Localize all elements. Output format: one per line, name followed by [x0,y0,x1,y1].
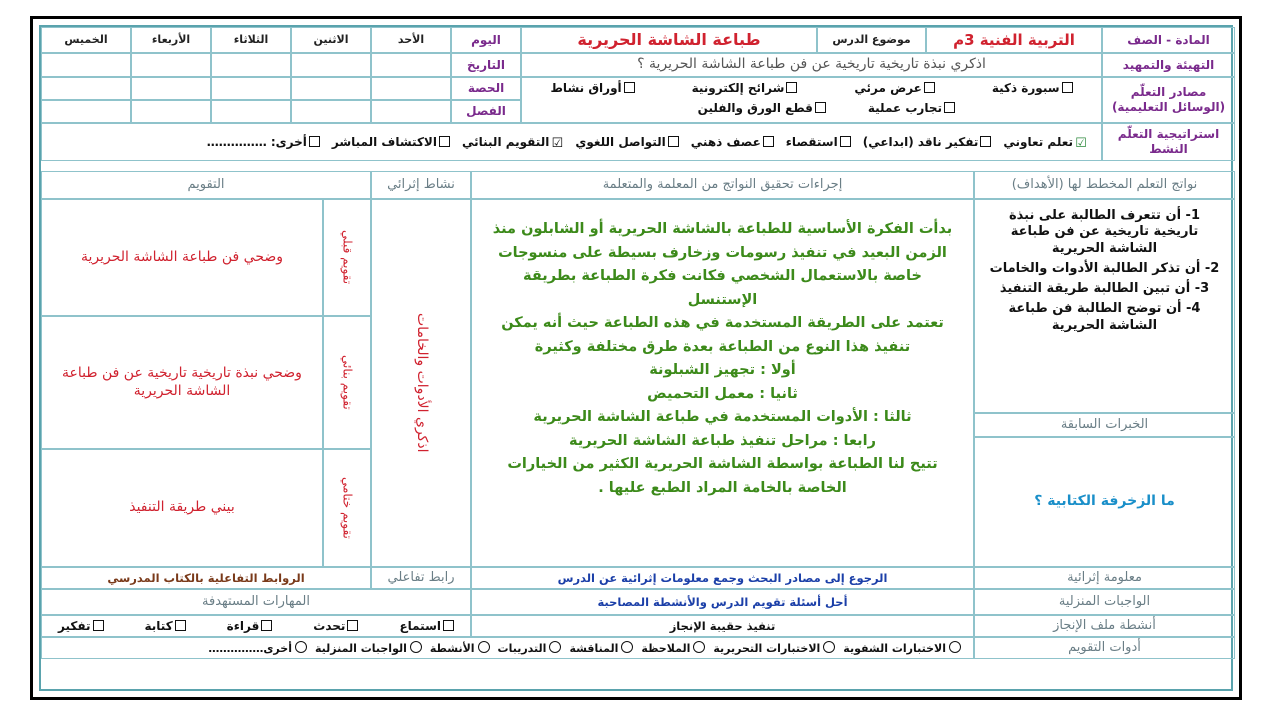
date-cell-tuesday [211,53,291,77]
date-cell-sunday [371,53,451,77]
checkbox-icon [309,136,320,147]
radio-icon [410,641,422,653]
skill-speaking[interactable]: تحدث [307,619,364,634]
radio-icon [823,641,835,653]
procedure-line: الزمن البعيد في تنفيذ رسومات وزخارف بسيطة على منسوجات [498,244,947,261]
strategy-inquiry[interactable]: استقصاء [780,135,857,150]
checkbox-icon [261,620,272,631]
procedure-line: رابعا : مراحل تنفيذ طباعة الشاشة الحريرية [569,432,876,449]
date-cell-monday [291,53,371,77]
checkbox-icon [944,102,955,113]
checkbox-icon [443,620,454,631]
procedure-line: بدأت الفكرة الأساسية للطباعة بالشاشة الحريرية أو الشابلون منذ [492,221,953,237]
tool-other[interactable]: أخرى…………… [204,641,311,656]
assessment-text: وضحي نبذة تاريخية تاريخية عن فن طباعة الشاشة الحريرية [41,316,323,449]
strategy-formative[interactable]: ☑التقويم البنائي [461,134,564,151]
period-cell [131,77,211,100]
objective-item: 4- أن توضح الطالبة فن طباعة الشاشة الحريرية [1008,301,1201,333]
checkbox-icon [924,82,935,93]
sources-label: مصادر التعلّم (الوسائل التعليمية) [1102,77,1235,123]
interactive-link-value[interactable]: الروابط التفاعلية بالكتاب المدرسي [41,567,371,589]
strategy-discovery[interactable]: الاكتشاف المباشر [326,135,456,150]
checkbox-icon [1062,82,1073,93]
assessment-type-cell [323,449,371,567]
period-cell [371,77,451,100]
radio-icon [549,641,561,653]
intro-value: اذكري نبذة تاريخية تاريخية عن فن طباعة الشاشة الحريرية ؟ [521,53,1102,77]
strategy-critical-thinking[interactable]: تفكير ناقد (ابداعي) [857,135,998,150]
sources-cell [521,77,1102,123]
source-cork-paper[interactable]: قطع الورق والفلين [692,101,832,116]
radio-icon [949,641,961,653]
tool-exercises[interactable]: التدريبات [494,641,566,656]
source-worksheets[interactable]: أوراق نشاط [544,81,640,96]
skill-writing[interactable]: كتابة [139,619,192,634]
assessment-text: بيني طريقة التنفيذ [41,449,323,567]
enrichment-activity: اذكري الأدوات والخامات [413,313,430,453]
outcomes-header: نواتج التعلم المخطط لها (الأهداف) [974,171,1235,199]
source-video[interactable]: عرض مرئي [848,81,941,96]
prior-knowledge-value: ما الزخرفة الكتابية ؟ [974,437,1235,567]
topic-value: طباعة الشاشة الحريرية [521,27,817,53]
skill-thinking[interactable]: تفكير [52,619,109,634]
portfolio-value: تنفيذ حقيبة الإنجاز [471,615,974,637]
checkbox-icon [980,136,991,147]
radio-icon [621,641,633,653]
checkbox-icon [763,136,774,147]
assessment-header: التقويم [41,171,371,199]
checked-checkbox-icon: ☑ [551,135,564,151]
procedure-line: تنفيذ هذا النوع من الطباعة بعدة طرق مختلفة وكثيرة [534,338,911,355]
checkbox-icon [668,136,679,147]
portfolio-label: أنشطة ملف الإنجاز [974,615,1235,637]
procedure-line: الخاصة بالخامة المراد الطبع عليها . [598,479,847,496]
checkbox-icon [786,82,797,93]
enrichment-header: نشاط إثرائي [371,171,471,199]
strategy-language[interactable]: التواصل اللغوي [569,135,684,150]
objective-item: 1- أن تتعرف الطالبة على نبذة تاريخية تاريخية عن فن طباعة الشاشة الحريرية [1008,208,1200,256]
period-cell [41,77,131,100]
checkbox-icon [624,82,635,93]
assessment-text: وضحي فن طباعة الشاشة الحريرية [41,199,323,316]
tool-observation[interactable]: الملاحظة [637,641,709,656]
class-cell [131,100,211,123]
skill-listening[interactable]: استماع [393,619,460,634]
tool-discussion[interactable]: المناقشة [565,641,637,656]
period-cell [211,77,291,100]
class-cell [41,100,131,123]
day-label: اليوم [451,27,521,53]
checked-checkbox-icon: ☑ [1075,135,1087,151]
class-cell [371,100,451,123]
checkbox-icon [347,620,358,631]
date-label: التاريخ [451,53,521,77]
tool-activities[interactable]: الأنشطة [426,641,494,656]
date-cell-wednesday [131,53,211,77]
checkbox-icon [815,102,826,113]
day-monday: الاثنين [291,27,371,53]
enrich-info-value: الرجوع إلى مصادر البحث وجمع معلومات إثرائية عن الدرس [471,567,974,589]
class-cell [211,100,291,123]
assessment-type-cell [323,316,371,449]
assessment-type: تقويم ختامي [340,477,355,539]
checkbox-icon [93,620,104,631]
objective-item: 2- أن تذكر الطالبة الأدوات والخامات [989,260,1220,276]
tool-oral[interactable]: الاختبارات الشفوية [839,641,965,656]
procedure-line: ثالثا : الأدوات المستخدمة في طباعة الشاشة الحريرية [533,409,912,425]
skills-cell [41,615,471,637]
day-thursday: الخميس [41,27,131,53]
class-cell [291,100,371,123]
procedure-line: تعتمد على الطريقة المستخدمة في هذه الطباعة حيث أنه يمكن [501,315,944,331]
radio-icon [478,641,490,653]
day-tuesday: الثلاثاء [211,27,291,53]
source-experiments[interactable]: تجارب عملية [862,101,961,116]
subject-label: المادة - الصف [1102,27,1235,53]
lesson-plan-sheet [39,25,1233,691]
procedure-line: خاصة بالاستعمال الشخصي فكانت فكرة الطباعة بطريقة [523,268,922,284]
strategies-cell [41,123,1102,161]
prior-knowledge-label: الخبرات السابقة [974,413,1235,437]
procedure-line: تتيح لنا الطباعة بواسطة الشاشة الحريرية الكثير من الخيارات [507,456,938,472]
procedure-line: ثانيا : معمل التحميض [647,385,798,402]
day-sunday: الأحد [371,27,451,53]
tools-cell [41,637,974,659]
checkbox-icon [175,620,186,631]
lesson-plan-frame [30,16,1242,700]
procedures-header: إجراءات تحقيق النواتج من المعلمة والمتعلمة [471,171,974,199]
strategy-other[interactable]: أخرى: …………… [201,135,326,150]
period-cell [291,77,371,100]
objective-item: 3- أن تبين الطالبة طريقة التنفيذ [999,281,1210,296]
radio-icon [693,641,705,653]
class-label: الفصل [451,100,521,123]
enrichment-cell [371,199,471,567]
period-label: الحصة [451,77,521,100]
skills-label: المهارات المستهدفة [41,589,471,615]
checkbox-icon [840,136,851,147]
source-smartboard[interactable]: سبورة ذكية [986,81,1079,96]
enrich-info-label: معلومة إثرائية [974,567,1235,589]
tool-homework[interactable]: الواجبات المنزلية [311,641,426,656]
strategy-cooperative[interactable]: ☑تعلم تعاوني [1003,134,1087,151]
procedure-line: الإستنسل [687,291,758,308]
day-wednesday: الأربعاء [131,27,211,53]
checkbox-icon [439,136,450,147]
assessment-type-cell [323,199,371,316]
strategy-brainstorm[interactable]: عصف ذهني [685,135,780,150]
intro-label: التهيئة والتمهيد [1102,53,1235,77]
topic-label: موضوع الدرس [817,27,926,53]
date-cell-thursday [41,53,131,77]
objectives-cell [974,199,1235,413]
homework-label: الواجبات المنزلية [974,589,1235,615]
procedure-line: أولا : تجهيز الشبلونة [649,362,796,378]
homework-value: أحل أسئلة تقويم الدرس والأنشطة المصاحبة [471,589,974,615]
radio-icon [295,641,307,653]
skill-reading[interactable]: قراءة [221,619,279,634]
procedures-cell [471,199,974,567]
tool-written[interactable]: الاختبارات التحريرية [709,641,839,656]
interactive-link-label: رابط تفاعلي [371,567,471,589]
tools-label: أدوات التقويم [974,637,1235,659]
strategy-label: استراتيجية التعلّم النشط [1102,123,1235,161]
source-slides[interactable]: شرائح إلكترونية [686,81,804,96]
assessment-type: تقويم قبلي [340,230,355,285]
subject-value: التربية الفنية 3م [926,27,1102,53]
assessment-type: تقويم بنائي [340,355,355,410]
